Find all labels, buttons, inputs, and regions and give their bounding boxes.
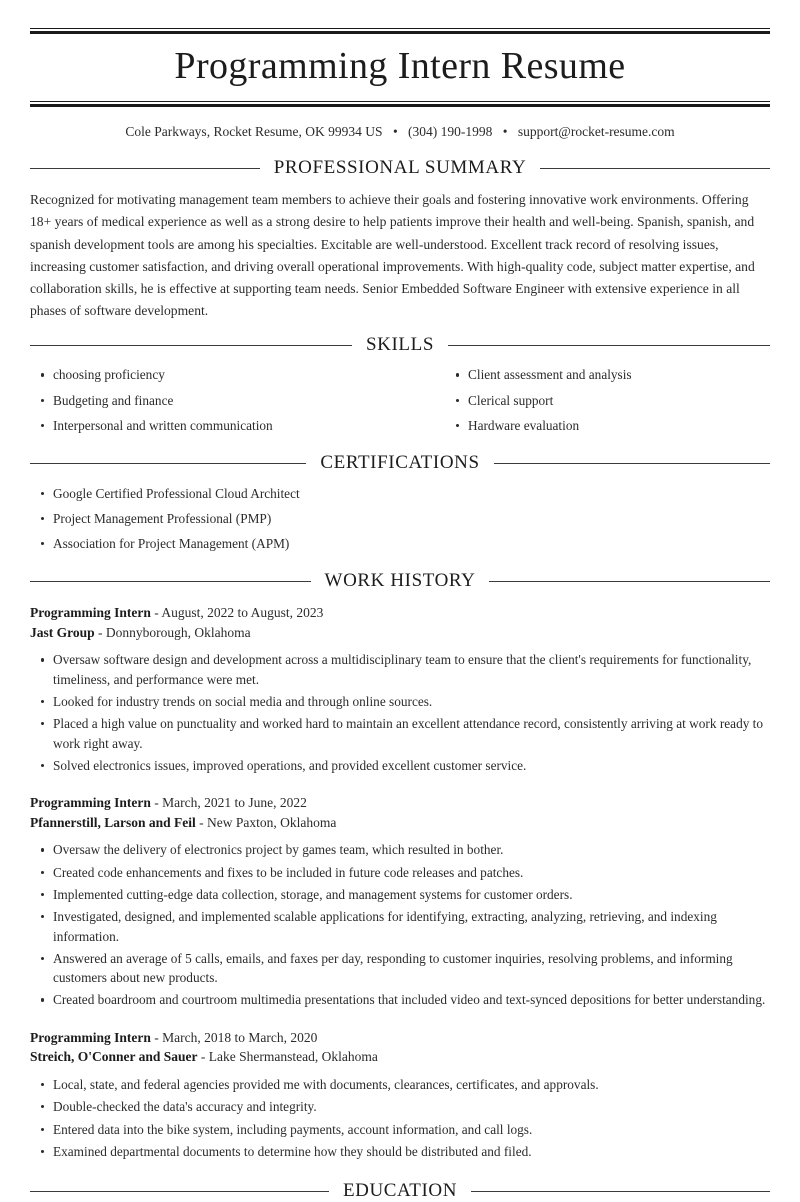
skills-list-right bbox=[445, 365, 770, 434]
heading-rule-right bbox=[448, 345, 770, 346]
job-company-line bbox=[30, 1047, 770, 1067]
heading-rule-left bbox=[30, 1191, 329, 1192]
heading-rule-left bbox=[30, 581, 311, 582]
job-location: Lake Shermanstead, Oklahoma bbox=[208, 1049, 378, 1065]
list-item: Hardware evaluation bbox=[445, 416, 770, 435]
contact-email: support@rocket-resume.com bbox=[517, 124, 675, 140]
list-item: Double-checked the data's accuracy and integrity. bbox=[30, 1097, 770, 1116]
list-item: Examined departmental documents to determine how they should be distributed and filed. bbox=[30, 1142, 770, 1161]
job-title: Programming Intern bbox=[30, 795, 151, 811]
job-title-line bbox=[30, 1028, 770, 1048]
job-company-line bbox=[30, 623, 770, 643]
list-item: Placed a high value on punctuality and worked hard to maintain an excellent attendance record, consistently arriving at work ready to work right away. bbox=[30, 714, 770, 753]
job-company-dash: - bbox=[199, 814, 204, 830]
contact-phone: (304) 190-1998 bbox=[408, 124, 493, 140]
skills-list-left bbox=[30, 365, 400, 434]
job-company: Pfannerstill, Larson and Feil bbox=[30, 814, 196, 830]
work-history-entry bbox=[30, 603, 770, 775]
job-dates: March, 2021 to June, 2022 bbox=[162, 795, 307, 811]
section-heading-label: CERTIFICATIONS bbox=[320, 451, 480, 473]
list-item: Interpersonal and written communication bbox=[30, 416, 400, 435]
job-title-dash: - bbox=[154, 1029, 159, 1045]
list-item: Solved electronics issues, improved operations, and provided excellent customer service. bbox=[30, 756, 770, 775]
job-company: Jast Group bbox=[30, 624, 95, 640]
list-item: Answered an average of 5 calls, emails, and faxes per day, responding to customer inquiries, resolving problems, and informing customers about new products. bbox=[30, 949, 770, 988]
section-professional-summary bbox=[30, 141, 770, 322]
list-item: Implemented cutting-edge data collection, storage, and management systems for customer orders. bbox=[30, 885, 770, 904]
list-item: Clerical support bbox=[445, 391, 770, 410]
work-history-entries bbox=[30, 592, 770, 1161]
professional-summary-text: Recognized for motivating management team members to achieve their goals and fostering innovative work environments. Offering 18+ years of medical experience as well as a strong desire to help patients improve their health and well-being. Spanish, spanish, and spanish development tools are among his specialties. Excitable are well-understood. Excellent track record of resolving issues, increasing customer satisfaction, and driving overall operational improvements. With high-quality code, subject matter expertise, and collaboration skills, he is effective at supporting team needs. Senior Embedded Software Engineer with extensive experience in all phases of software development. bbox=[30, 192, 755, 318]
certifications-list-wrapper bbox=[30, 474, 770, 553]
heading-rule-right bbox=[471, 1191, 770, 1192]
list-item: Oversaw software design and development across a multidisciplinary team to ensure that the client's requirements for functionality, timeliness, and performance were met. bbox=[30, 650, 770, 689]
list-item: Association for Project Management (APM) bbox=[30, 534, 770, 553]
job-bullet-list bbox=[30, 840, 770, 1009]
list-item: Project Management Professional (PMP) bbox=[30, 509, 770, 528]
list-item: Investigated, designed, and implemented scalable applications for identifying, extracting, analyzing, retrieving, and indexing information. bbox=[30, 907, 770, 946]
contact-address: Cole Parkways, Rocket Resume, OK 99934 US bbox=[125, 124, 383, 140]
header-top-rule bbox=[30, 0, 770, 34]
section-heading-skills bbox=[30, 335, 770, 356]
job-title-dash: - bbox=[154, 795, 159, 811]
job-company: Streich, O'Conner and Sauer bbox=[30, 1049, 198, 1065]
list-item: Google Certified Professional Cloud Architect bbox=[30, 484, 770, 503]
section-heading-label: WORK HISTORY bbox=[324, 570, 476, 592]
list-item: Budgeting and finance bbox=[30, 391, 400, 410]
certifications-list bbox=[30, 484, 770, 553]
list-item: Local, state, and federal agencies provided me with documents, clearances, certificates, and approvals. bbox=[30, 1075, 770, 1094]
section-heading-label: SKILLS bbox=[366, 333, 434, 355]
list-item: Client assessment and analysis bbox=[445, 365, 770, 384]
heading-rule-left bbox=[30, 463, 306, 464]
list-item: Looked for industry trends on social media and through online sources. bbox=[30, 692, 770, 711]
job-title-dash: - bbox=[154, 605, 159, 621]
list-item: choosing proficiency bbox=[30, 365, 400, 384]
list-item: Created boardroom and courtroom multimedia presentations that included video and text-synced depositions for better understanding. bbox=[30, 990, 770, 1009]
job-bullet-list bbox=[30, 1075, 770, 1161]
list-item: Entered data into the bike system, including payments, account information, and call logs. bbox=[30, 1120, 770, 1139]
work-history-entry bbox=[30, 1013, 770, 1161]
section-heading-education bbox=[30, 1181, 770, 1202]
skills-column-left bbox=[30, 365, 400, 440]
section-heading-label: EDUCATION bbox=[342, 1180, 458, 1202]
job-title-line bbox=[30, 603, 770, 623]
job-bullets-wrapper bbox=[30, 1067, 770, 1161]
job-location: New Paxton, Oklahoma bbox=[207, 814, 337, 830]
list-item: Created code enhancements and fixes to be included in future code releases and patches. bbox=[30, 863, 770, 882]
skills-column-right bbox=[400, 365, 770, 440]
job-bullets-wrapper bbox=[30, 832, 770, 1009]
section-heading-certifications bbox=[30, 453, 770, 474]
page-title: Programming Intern Resume bbox=[174, 45, 626, 87]
section-heading-label: PROFESSIONAL SUMMARY bbox=[273, 156, 527, 178]
contact-line bbox=[30, 107, 770, 141]
heading-rule-right bbox=[494, 463, 770, 464]
job-title: Programming Intern bbox=[30, 1029, 151, 1045]
contact-separator-2: • bbox=[502, 124, 508, 140]
work-history-entry bbox=[30, 778, 770, 1010]
job-title: Programming Intern bbox=[30, 605, 151, 621]
job-location: Donnyborough, Oklahoma bbox=[105, 624, 251, 640]
skills-columns bbox=[30, 355, 770, 440]
job-dates: August, 2022 to August, 2023 bbox=[161, 605, 324, 621]
list-item: Oversaw the delivery of electronics project by games team, which resulted in bother. bbox=[30, 840, 770, 859]
job-company-line bbox=[30, 813, 770, 833]
job-title-line bbox=[30, 793, 770, 813]
section-work-history bbox=[30, 559, 770, 1161]
heading-rule-right bbox=[540, 168, 770, 169]
job-bullet-list bbox=[30, 650, 770, 775]
job-company-dash: - bbox=[98, 624, 103, 640]
section-skills bbox=[30, 322, 770, 441]
job-dates: March, 2018 to March, 2020 bbox=[162, 1029, 318, 1045]
job-company-dash: - bbox=[200, 1049, 206, 1065]
job-bullets-wrapper bbox=[30, 642, 770, 775]
heading-rule-left bbox=[30, 345, 352, 346]
section-education bbox=[30, 1164, 770, 1202]
heading-rule-left bbox=[30, 168, 260, 169]
section-heading-work-history bbox=[30, 571, 770, 592]
section-certifications bbox=[30, 441, 770, 553]
section-heading-professional-summary bbox=[30, 158, 770, 179]
heading-rule-right bbox=[489, 581, 770, 582]
contact-separator-1: • bbox=[392, 124, 398, 140]
